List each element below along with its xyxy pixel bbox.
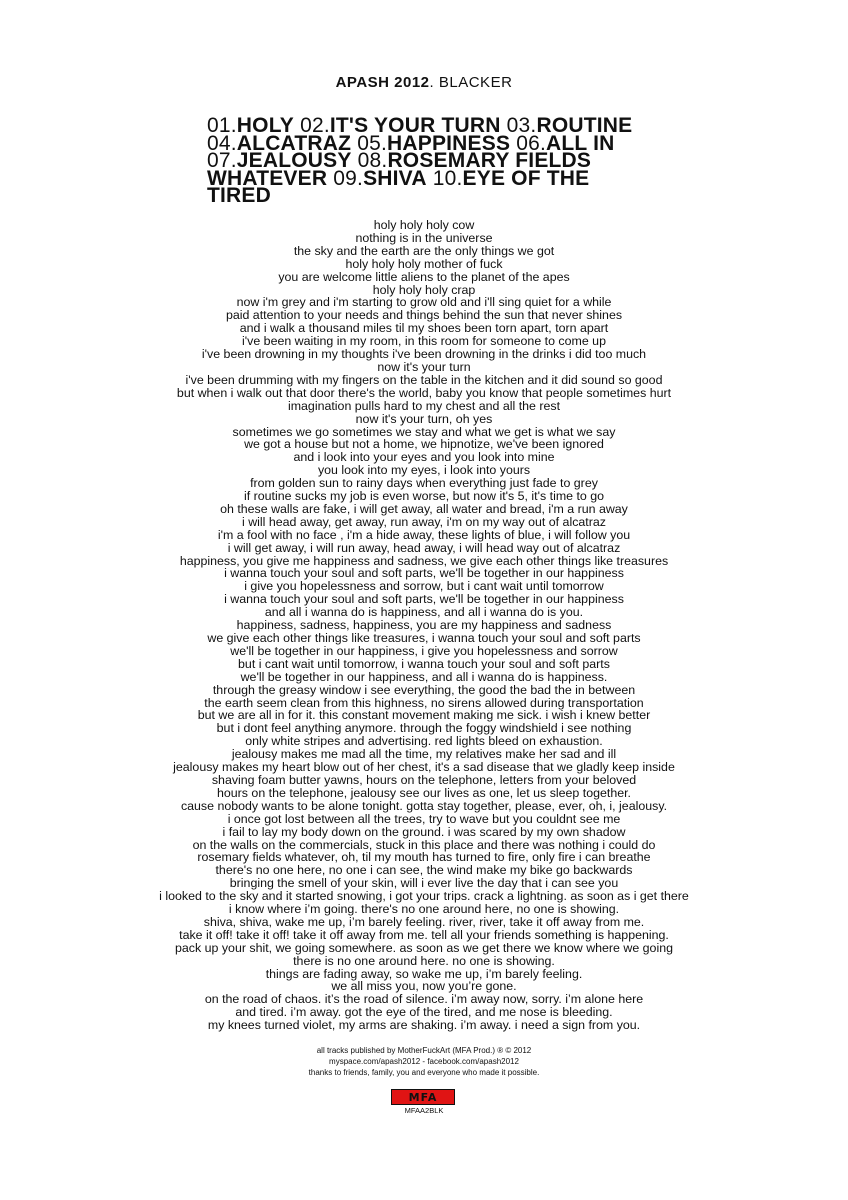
lyric-line: now it's your turn xyxy=(377,359,471,374)
lyric-line: nothing is in the universe xyxy=(355,230,493,245)
lyric-line: cause nobody wants to be alone tonight. gotta stay together, please, ever, oh, i, jealousy. xyxy=(180,798,668,813)
catalog-number: MFAA2BLK xyxy=(404,1106,444,1115)
credits xyxy=(0,1045,848,1078)
lyric-line: you are welcome little aliens to the planet of the apes xyxy=(278,269,570,284)
track-item xyxy=(333,167,426,190)
lyric-line: you look into my eyes, i look into yours xyxy=(317,463,531,478)
lyric-line: rosemary fields whatever, oh, til my mouth has turned to fire, only fire i can breathe xyxy=(197,850,651,865)
artist-name: APASH 2012 xyxy=(335,74,430,91)
track-name: HAPPINESS xyxy=(387,131,511,155)
lyric-line: imagination pulls hard to my chest and all the rest xyxy=(287,398,561,413)
track-number: 06. xyxy=(516,131,547,155)
lyric-line: there's no one here, no one i can see, the wind make my bike go backwards xyxy=(215,863,633,878)
lyric-line: we'll be together in our happiness, and all i wanna do is happiness. xyxy=(240,669,608,684)
lyric-line: i give you hopelessness and sorrow, but i cant wait until tomorrow xyxy=(244,579,604,594)
lyric-line: we all miss you, now you’re gone. xyxy=(331,979,517,994)
lyric-line: i wanna touch your soul and soft parts, we'll be together in our happiness xyxy=(224,566,624,581)
lyric-line: i'm a fool with no face , i'm a hide away, these lights of blue, i will follow you xyxy=(217,527,631,542)
tracklist xyxy=(207,114,657,207)
track-name: ROUTINE xyxy=(536,114,633,137)
lyric-line: i know where i’m going. there's no one around here, no one is showing. xyxy=(228,902,620,917)
lyric-line: and i look into your eyes and you look into mine xyxy=(293,450,555,465)
credit-line: myspace.com/apash2012 - facebook.com/apash2012 xyxy=(329,1057,519,1066)
track-name: SHIVA xyxy=(363,166,427,190)
lyric-line: i looked to the sky and it started snowing, i got your trips. crack a lightning. as soon as i get there xyxy=(159,889,689,904)
track-name: ALCATRAZ xyxy=(236,131,352,155)
lyric-line: i will head away, get away, run away, i'm on my way out of alcatraz xyxy=(242,514,606,529)
lyric-line: but i cant wait until tomorrow, i wanna touch your soul and soft parts xyxy=(238,656,610,671)
lyric-line: oh these walls are fake, i will get away, all water and bread, i'm a run away xyxy=(220,501,628,516)
track-name: IT'S YOUR TURN xyxy=(329,114,501,137)
track-number: 05. xyxy=(357,131,387,155)
lyric-line: paid attention to your needs and things behind the sun that never shines xyxy=(225,308,623,323)
track-name: ROSEMARY FIELDS WHATEVER xyxy=(207,149,592,190)
lyric-line: i will get away, i will run away, head away, i will head way out of alcatraz xyxy=(227,540,621,555)
track-number: 09. xyxy=(333,166,364,190)
lyric-line: holy holy holy cow xyxy=(373,218,475,232)
track-name: JEALOUSY xyxy=(236,149,352,172)
logo-text: MFA xyxy=(408,1090,438,1104)
lyric-line: the sky and the earth are the only things we got xyxy=(293,243,555,258)
lyric-line: the earth seem clean from this highness, no sirens allowed during transportation xyxy=(204,695,644,710)
lyrics xyxy=(0,219,848,1032)
track-number: 02. xyxy=(300,114,330,137)
track-number: 10. xyxy=(432,166,463,190)
lyric-line: shiva, shiva, wake me up, i’m barely feeling. river, river, take it off away from me. xyxy=(203,914,645,929)
credit-line: thanks to friends, family, you and everyone who made it possible. xyxy=(308,1068,540,1077)
lyric-line: holy holy holy mother of fuck xyxy=(345,256,503,271)
lyric-line: and tired. i’m away. got the eye of the tired, and me nose is bleeding. xyxy=(235,1005,613,1020)
title-separator: . xyxy=(429,74,439,91)
lyric-line: on the road of chaos. it’s the road of silence. i’m away now, sorry. i’m alone here xyxy=(204,992,644,1007)
lyric-line: but when i walk out that door there's the world, baby you know that people sometimes hurt xyxy=(176,385,672,400)
track-number: 04. xyxy=(207,131,237,155)
lyric-line: we got a house but not a home, we hipnotize, we've been ignored xyxy=(244,437,604,452)
album-name: BLACKER xyxy=(438,74,513,91)
lyric-line: hours on the telephone, jealousy see our lives as one, let us sleep together. xyxy=(217,785,631,800)
lyric-line: i've been drumming with my fingers on the table in the kitchen and it did sound so good xyxy=(185,372,663,387)
lyric-line: there is no one around here. no one is showing. xyxy=(293,953,555,968)
lyric-line: happiness, sadness, happiness, you are my happiness and sadness xyxy=(236,618,612,633)
lyric-line: but i dont feel anything anymore. through the foggy windshield i see nothing xyxy=(216,721,632,736)
lyric-line: pack up your shit, we going somewhere. as soon as we get there we know where we going xyxy=(175,940,673,955)
lyric-line: jealousy makes my heart blow out of her chest, it's a sad disease that we gladly keep inside xyxy=(173,760,675,775)
lyric-line: take it off! take it off! take it off away from me. tell all your friends something is happening. xyxy=(179,927,669,942)
lyric-line: jealousy makes me mad all the time, my relatives make her sad and ill xyxy=(231,747,617,762)
lyric-line: but we are all in for it. this constant movement making me sick. i wish i knew better xyxy=(197,708,651,723)
track-name: HOLY xyxy=(236,114,295,137)
credit-line: all tracks published by MotherFuckArt (MFA Prod.) ® © 2012 xyxy=(316,1046,532,1055)
album-title xyxy=(0,74,848,91)
lyric-line: sometimes we go sometimes we stay and what we get is what we say xyxy=(232,424,616,439)
track-number: 08. xyxy=(357,149,388,172)
lyric-line: shaving foam butter yawns, hours on the telephone, letters from your beloved xyxy=(211,772,637,787)
lyric-line: only white stripes and advertising. red lights bleed on exhaustion. xyxy=(245,734,603,749)
lyric-line: and i walk a thousand miles til my shoes been torn apart, torn apart xyxy=(239,321,609,336)
lyric-line: my knees turned violet, my arms are shaking. i’m away. i need a sign from you. xyxy=(207,1018,641,1033)
track-number: 03. xyxy=(506,114,537,137)
track-name: ALL IN xyxy=(546,131,615,155)
lyric-line: i once got lost between all the trees, try to wave but you couldnt see me xyxy=(227,811,621,826)
lyric-line: from golden sun to rainy days when everything just fade to grey xyxy=(250,476,598,491)
track-number: 07. xyxy=(207,149,237,172)
lyric-line: on the walls on the commercials, stuck in this place and there was nothing i could do xyxy=(192,837,656,852)
track-name: EYE OF THE TIRED xyxy=(207,166,590,207)
lyric-line: i fail to lay my body down on the ground. i was scared by my own shadow xyxy=(222,824,626,839)
lyric-line: through the greasy window i see everything, the good the bad the in between xyxy=(212,682,636,697)
lyric-line: things are fading away, so wake me up, i’m barely feeling. xyxy=(265,966,583,981)
lyric-line: now it's your turn, oh yes xyxy=(355,411,493,426)
lyric-line: i wanna touch your soul and soft parts, we'll be together in our happiness xyxy=(224,592,624,607)
lyric-line: holy holy holy crap xyxy=(372,282,476,297)
lyric-line: now i'm grey and i'm starting to grow old and i'll sing quiet for a while xyxy=(236,295,612,310)
track-number: 01. xyxy=(207,114,237,137)
lyric-line: i've been waiting in my room, in this room for someone to come up xyxy=(242,334,606,349)
lyric-line: bringing the smell of your skin, will i ever live the day that i can see you xyxy=(229,876,619,891)
mfa-logo xyxy=(391,1089,455,1105)
lyric-line: we give each other things like treasures, i wanna touch your soul and soft parts xyxy=(207,631,641,645)
lyric-line: happiness, you give me happiness and sadness, we give each other things like treasures xyxy=(179,553,669,568)
lyric-line: and all i wanna do is happiness, and all i wanna do is you. xyxy=(264,605,584,620)
lyric-line: we'll be together in our happiness, i give you hopelessness and sorrow xyxy=(230,643,618,658)
lyric-line: i've been drowning in my thoughts i've been drowning in the drinks i did too much xyxy=(201,347,647,362)
lyric-line: if routine sucks my job is even worse, but now it's 5, it's time to go xyxy=(243,489,605,504)
